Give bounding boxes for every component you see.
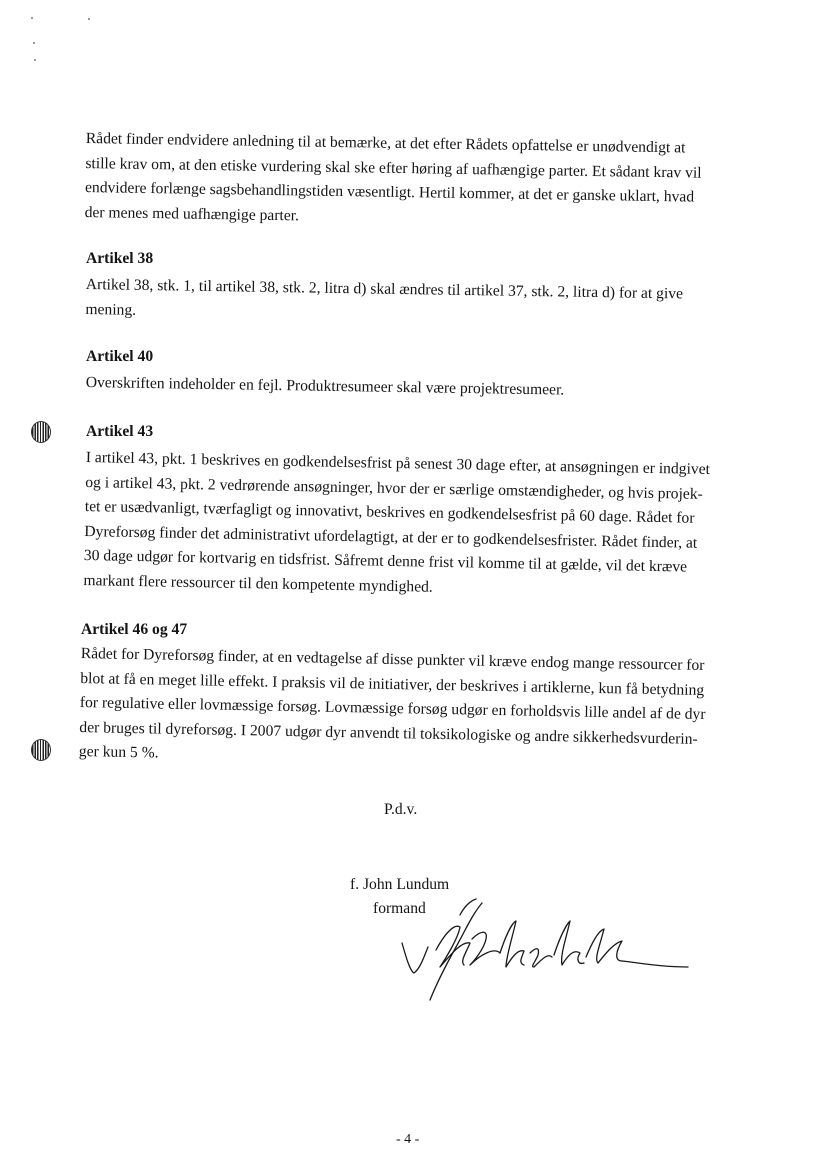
intro-paragraph: [84, 127, 761, 236]
text-line: Rådet for Dyreforsøg finder, at en vedtagelse af disse punkter vil kræve endog mange ressourcer for: [80, 644, 705, 674]
section-paragraph-artikel-46-og-47: [79, 642, 757, 777]
punch-hole-mark: [31, 739, 51, 761]
text-line: 30 dage udgør for kortvarig en tidsfrist. Såfremt denne frist vil komme til at gælde, vil det kræve: [83, 546, 688, 576]
signer-name: f. John Lundum: [350, 876, 450, 893]
text-line: stille krav om, at den etiske vurdering skal ske efter høring af uafhængige parter. Et sådant krav vil: [85, 154, 702, 182]
text-line: og i artikel 43, pkt. 2 vedrørende ansøgninger, hvor der er særlige omstændigheder, og hvis projek-: [85, 473, 703, 503]
text-line: I artikel 43, pkt. 1 beskrives en godkendelsesfrist på senest 30 dage efter, at ansøgningen er indgivet: [85, 448, 711, 478]
text-line: markant flere ressourcer til den kompetente myndighed.: [83, 571, 433, 596]
page-number: - 4 -: [396, 1132, 420, 1147]
section-heading-artikel-38: Artikel 38: [86, 250, 154, 267]
text-line: tet er usædvanligt, tværfagligt og innovativt, beskrives en godkendelsesfrist på 60 dage. Rådet for: [84, 497, 695, 527]
punch-hole-mark: [31, 421, 51, 443]
closing-pdv: P.d.v.: [384, 801, 418, 818]
scan-speck: [34, 59, 36, 61]
section-paragraph-artikel-40: [86, 371, 762, 406]
section-paragraph-artikel-38: [85, 273, 762, 333]
text-line: der menes med uafhængige parter.: [84, 203, 300, 224]
text-line: ger kun 5 %.: [78, 742, 159, 762]
text-line: der bruges til dyreforsøg. I 2007 udgør dyr anvendt til toksikologiske og andre sikkerhedsvurderin-: [79, 718, 698, 748]
section-paragraph-artikel-43: [83, 446, 762, 606]
scan-speck: [33, 42, 35, 44]
text-line: blot at få en meget lille effekt. I praksis vil de initiativer, der beskrives i artiklerne, kun få betydning: [80, 669, 705, 699]
scan-speck: [31, 17, 33, 19]
handwritten-signature: [400, 895, 690, 1005]
text-line: Overskriften indeholder en fejl. Produktresumeer skal være projektresumeer.: [85, 373, 565, 399]
section-heading-artikel-40: Artikel 40: [86, 348, 154, 365]
text-line: Artikel 38, stk. 1, til artikel 38, stk. 2, litra d) skal ændres til artikel 37, stk. 2, litra d) for at give: [85, 275, 684, 303]
text-line: mening.: [85, 300, 137, 319]
text-line: for regulative eller lovmæssige forsøg. Lovmæssige forsøg udgør en forholdsvis lille andel af de dyr: [79, 693, 706, 724]
section-heading-artikel-46-og-47: Artikel 46 og 47: [81, 621, 188, 638]
scan-speck: [88, 18, 90, 20]
text-line: Dyreforsøg finder det administrativt ufordelagtigt, at der er to godkendelsesfrister. Rådet finder, at: [84, 522, 698, 552]
text-line: endvidere forlænge sagsbehandlingstiden væsentligt. Hertil kommer, at det er ganske uklart, hvad: [84, 178, 695, 206]
section-heading-artikel-43: Artikel 43: [86, 423, 154, 440]
text-line: Rådet finder endvidere anledning til at bemærke, at det efter Rådets opfattelse er unødvendigt at: [85, 129, 686, 157]
signer-role: formand: [373, 900, 426, 917]
